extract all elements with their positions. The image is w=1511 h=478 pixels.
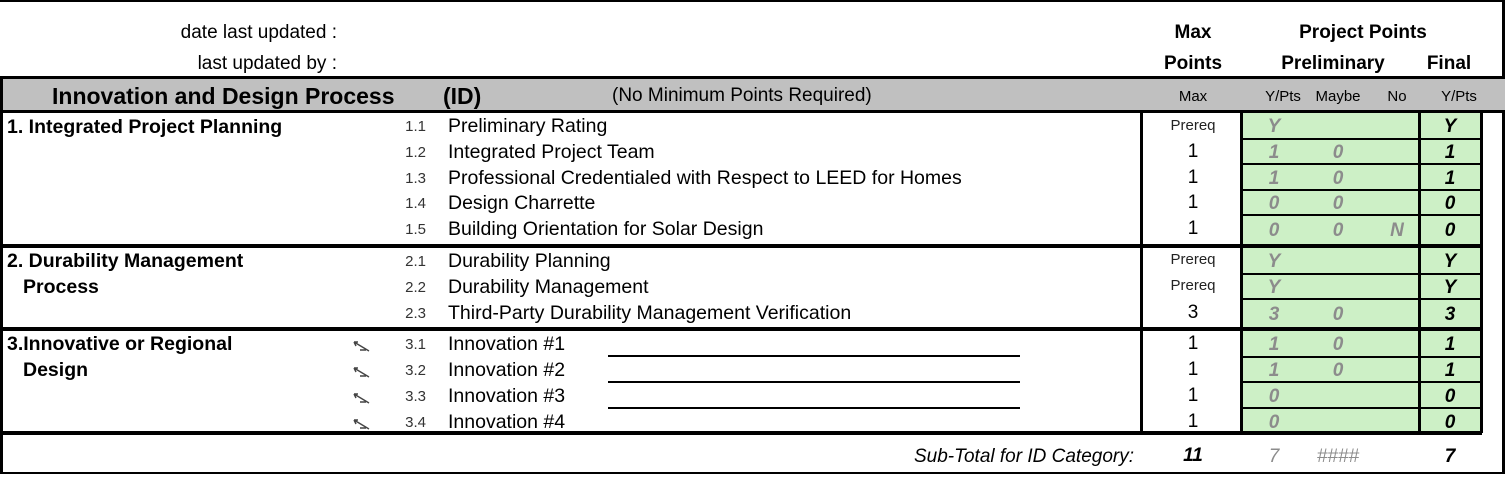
item-number: 3.2 (405, 362, 426, 379)
innovation-1-underline (608, 355, 1020, 357)
header-final-y-pts: Y/Pts (1441, 88, 1477, 105)
left-border (0, 113, 3, 474)
preliminary-maybe-cell[interactable]: 0 (1332, 193, 1344, 214)
item-max: 1 (1187, 192, 1199, 213)
subtotal-final: 7 (1444, 446, 1456, 467)
final-y-pts-cell[interactable]: 1 (1444, 334, 1456, 355)
item-name: Innovation #4 (448, 411, 566, 433)
item-max: 1 (1187, 218, 1199, 239)
final-y-pts-cell[interactable]: 0 (1444, 412, 1456, 433)
preliminary-no-cell[interactable]: N (1390, 220, 1404, 241)
header-max: Max (1178, 88, 1208, 105)
row-line (1242, 138, 1482, 140)
item-max: 1 (1187, 167, 1199, 188)
category-3-label-line2: Design (23, 359, 89, 381)
preliminary-maybe-cell[interactable]: 0 (1332, 304, 1344, 325)
item-name: Durability Management (448, 276, 649, 298)
preliminary-y-pts-cell[interactable]: 0 (1268, 220, 1280, 241)
preliminary-maybe-cell[interactable]: 0 (1332, 142, 1344, 163)
preliminary-maybe-cell[interactable]: 0 (1332, 220, 1344, 241)
item-max: Prereq (1170, 251, 1216, 268)
item-max: 1 (1187, 411, 1199, 432)
subtotal-label: Sub-Total for ID Category: (913, 446, 1134, 467)
preliminary-maybe-cell[interactable]: 0 (1332, 334, 1344, 355)
final-y-pts-cell[interactable]: 0 (1444, 193, 1456, 214)
preliminary-y-pts-cell[interactable]: 1 (1268, 142, 1280, 163)
item-number: 2.2 (405, 279, 426, 296)
item-number: 1.2 (405, 144, 426, 161)
preliminary-y-pts-cell[interactable]: Y (1267, 251, 1281, 272)
group-separator (0, 244, 1482, 248)
item-max: 1 (1187, 359, 1199, 380)
section-note: (No Minimum Points Required) (612, 85, 872, 106)
item-name: Professional Credentialed with Respect to LEED for Homes (448, 167, 962, 189)
final-column-right (1480, 113, 1483, 433)
preliminary-maybe-cell[interactable]: 0 (1332, 360, 1344, 381)
preliminary-y-pts-cell[interactable]: 0 (1268, 386, 1280, 407)
item-name: Building Orientation for Solar Design (448, 218, 764, 240)
final-y-pts-cell[interactable]: 1 (1444, 168, 1456, 189)
header-maybe: Maybe (1315, 88, 1361, 105)
preliminary-y-pts-cell[interactable]: Y (1267, 116, 1281, 137)
subtotal-max: 11 (1183, 445, 1203, 466)
row-line (1242, 273, 1482, 275)
preliminary-header: Preliminary (1281, 53, 1385, 74)
innovation-2-underline (608, 381, 1020, 383)
subtotal-preliminary-y: 7 (1268, 446, 1280, 467)
max-header-line1: Max (1174, 22, 1212, 43)
preliminary-y-pts-cell[interactable]: 1 (1268, 360, 1280, 381)
max-column-divider (1140, 113, 1143, 433)
item-max: 1 (1187, 385, 1199, 406)
item-max: 1 (1187, 333, 1199, 354)
preliminary-column-left (1240, 113, 1243, 433)
section-abbr: (ID) (443, 83, 482, 109)
item-name: Integrated Project Team (448, 141, 655, 163)
item-max: Prereq (1170, 277, 1216, 294)
project-points-header: Project Points (1299, 22, 1427, 43)
item-number: 2.3 (405, 305, 426, 322)
item-max: Prereq (1170, 117, 1216, 134)
item-number: 2.1 (405, 253, 426, 270)
final-y-pts-cell[interactable]: Y (1443, 277, 1457, 298)
item-number: 3.1 (405, 336, 426, 353)
preliminary-y-pts-cell[interactable]: 0 (1268, 193, 1280, 214)
section-title: Innovation and Design Process (52, 83, 395, 109)
category-2-label-line2: Process (23, 276, 99, 298)
final-y-pts-cell[interactable]: Y (1443, 116, 1457, 137)
item-number: 1.5 (405, 221, 426, 238)
final-y-pts-cell[interactable]: 0 (1444, 220, 1456, 241)
preliminary-maybe-cell[interactable]: 0 (1332, 168, 1344, 189)
item-number: 1.4 (405, 195, 426, 212)
subtotal-preliminary-maybe: #### (1316, 446, 1360, 467)
item-number: 3.3 (405, 388, 426, 405)
innovation-3-underline (608, 407, 1020, 409)
preliminary-y-pts-cell[interactable]: 1 (1268, 168, 1280, 189)
item-name: Third-Party Durability Management Verification (448, 302, 852, 324)
preliminary-y-pts-cell[interactable]: 1 (1268, 334, 1280, 355)
preliminary-y-pts-cell[interactable]: 0 (1268, 412, 1280, 433)
preliminary-y-pts-cell[interactable]: 3 (1268, 304, 1280, 325)
header-y-pts: Y/Pts (1265, 88, 1301, 105)
item-name: Preliminary Rating (448, 115, 608, 137)
row-line (1242, 356, 1482, 358)
header-no: No (1387, 88, 1407, 105)
item-name: Innovation #2 (448, 359, 566, 381)
item-max: 3 (1187, 302, 1199, 323)
item-number: 1.3 (405, 170, 426, 187)
bottom-border (0, 472, 1505, 474)
last-updated-by-label: last updated by : (197, 53, 337, 74)
final-y-pts-cell[interactable]: 0 (1444, 386, 1456, 407)
final-y-pts-cell[interactable]: Y (1443, 251, 1457, 272)
final-y-pts-cell[interactable]: 1 (1444, 360, 1456, 381)
item-name: Design Charrette (448, 192, 596, 214)
category-1-label: 1. Integrated Project Planning (7, 116, 283, 138)
final-y-pts-cell[interactable]: 3 (1444, 304, 1456, 325)
max-header-line2: Points (1163, 53, 1223, 74)
category-2-label: 2. Durability Management (7, 250, 244, 272)
item-name: Innovation #1 (448, 333, 566, 355)
item-number: 3.4 (405, 414, 426, 431)
category-3-label: 3.Innovative or Regional (7, 333, 233, 355)
date-last-updated-label: date last updated : (180, 22, 337, 43)
final-column-left (1418, 113, 1421, 433)
item-max: 1 (1187, 141, 1199, 162)
item-name: Innovation #3 (448, 385, 566, 407)
final-y-pts-cell[interactable]: 1 (1444, 142, 1456, 163)
item-name: Durability Planning (448, 250, 611, 272)
group-separator (0, 327, 1482, 331)
preliminary-y-pts-cell[interactable]: Y (1267, 277, 1281, 298)
item-number: 1.1 (405, 118, 426, 135)
final-header: Final (1426, 53, 1472, 74)
